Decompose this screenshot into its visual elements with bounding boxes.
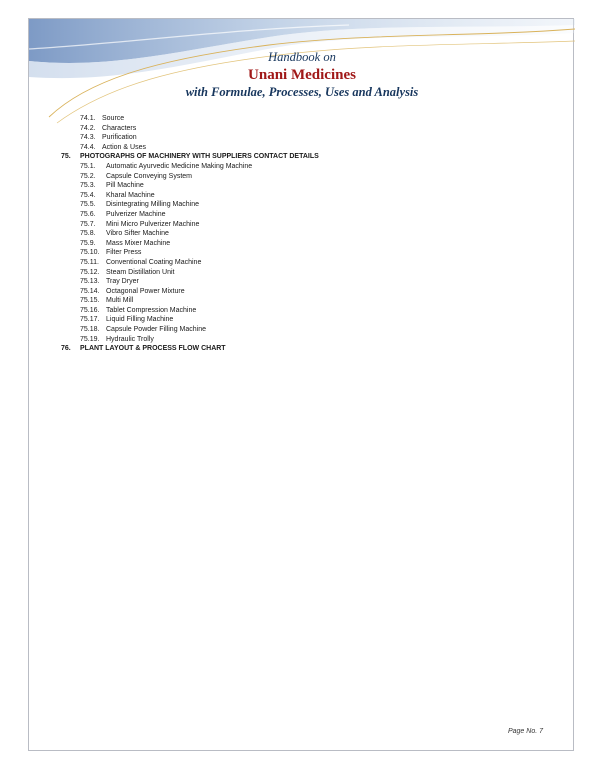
toc-number: 75.7. (80, 220, 96, 228)
toc-entry (29, 172, 575, 182)
toc-number: 75.3. (80, 182, 96, 190)
toc-entry (29, 248, 575, 258)
toc-entry (29, 210, 575, 220)
toc-number: 75.16. (80, 306, 100, 314)
toc-number: 75.9. (80, 239, 96, 247)
toc-title: Characters (102, 124, 137, 132)
toc-title: Capsule Powder Filling Machine (106, 326, 206, 334)
toc-title: Conventional Coating Machine (106, 258, 202, 266)
toc-entry (29, 191, 575, 201)
toc-number: 76. (61, 345, 71, 353)
toc-title: Mass Mixer Machine (106, 239, 171, 247)
toc-number: 74.2. (80, 124, 96, 132)
toc-title: Mini Micro Pulverizer Machine (106, 220, 200, 228)
toc-number: 74.4. (80, 143, 96, 151)
toc-title: Liquid Filling Machine (106, 316, 174, 324)
toc-title: Automatic Ayurvedic Medicine Making Machine (106, 162, 253, 170)
toc-number: 75.15. (80, 297, 100, 305)
toc-title: Kharal Machine (106, 191, 155, 199)
toc-number: 75.18. (80, 326, 100, 334)
page-frame (28, 18, 574, 751)
toc-title: Vibro Sifter Machine (106, 230, 169, 238)
toc-section-heading (29, 344, 575, 354)
toc-title: Steam Distillation Unit (106, 268, 175, 276)
toc-entry (29, 296, 575, 306)
toc-title: Tray Dryer (106, 278, 139, 286)
document-title (29, 49, 575, 100)
toc-number: 75.19. (80, 335, 100, 343)
toc-entry (29, 335, 575, 345)
toc-entry (29, 124, 575, 134)
page-number: Page No. 7 (507, 728, 543, 735)
toc-title: Action & Uses (102, 143, 146, 151)
toc-number: 75.11. (80, 258, 99, 266)
toc-title: Disintegrating Milling Machine (106, 201, 199, 209)
toc-title: Pill Machine (106, 182, 144, 190)
toc-number: 75.2. (80, 172, 96, 180)
toc-entry (29, 258, 575, 268)
toc-title: PLANT LAYOUT & PROCESS FLOW CHART (80, 345, 226, 353)
toc-number: 75.17. (80, 316, 100, 324)
toc-entry (29, 200, 575, 210)
toc-entry (29, 181, 575, 191)
toc-title: Purification (102, 134, 137, 142)
toc-number: 75.13. (80, 278, 100, 286)
toc-entry (29, 287, 575, 297)
toc-number: 75. (61, 153, 71, 161)
toc-title: Hydraulic Trolly (106, 335, 154, 343)
toc-number: 75.10. (80, 249, 100, 257)
toc-number: 75.8. (80, 230, 96, 238)
toc-number: 74.1. (80, 115, 96, 122)
title-subtitle: with Formulae, Processes, Uses and Analysis (185, 85, 419, 99)
toc-number: 74.3. (80, 134, 96, 142)
toc-section-heading (29, 152, 575, 162)
toc-entry (29, 315, 575, 325)
table-of-contents (29, 114, 575, 354)
toc-entry (29, 143, 575, 153)
toc-entry (29, 114, 575, 124)
toc-entry (29, 268, 575, 278)
toc-entry (29, 325, 575, 335)
toc-number: 75.12. (80, 268, 100, 276)
toc-entry (29, 306, 575, 316)
toc-number: 75.1. (80, 162, 96, 170)
toc-title: Source (102, 115, 125, 122)
toc-number: 75.14. (80, 287, 100, 295)
toc-entry (29, 162, 575, 172)
toc-entry (29, 277, 575, 287)
toc-number: 75.5. (80, 201, 96, 209)
title-main: Unani Medicines (248, 67, 356, 83)
toc-entry (29, 133, 575, 143)
toc-title: Multi Mill (106, 297, 134, 305)
toc-title: Octagonal Power Mixture (106, 287, 185, 295)
toc-title: Pulverizer Machine (106, 210, 166, 218)
toc-title: PHOTOGRAPHS OF MACHINERY WITH SUPPLIERS CONTACT DETAILS (80, 153, 319, 161)
toc-title: Filter Press (106, 249, 142, 257)
toc-title: Tablet Compression Machine (106, 306, 197, 314)
toc-number: 75.6. (80, 210, 96, 218)
toc-entry (29, 229, 575, 239)
toc-entry (29, 220, 575, 230)
toc-title: Capsule Conveying System (106, 172, 192, 180)
title-handbook-on: Handbook on (268, 50, 336, 64)
toc-number: 75.4. (80, 191, 96, 199)
toc-entry (29, 239, 575, 249)
